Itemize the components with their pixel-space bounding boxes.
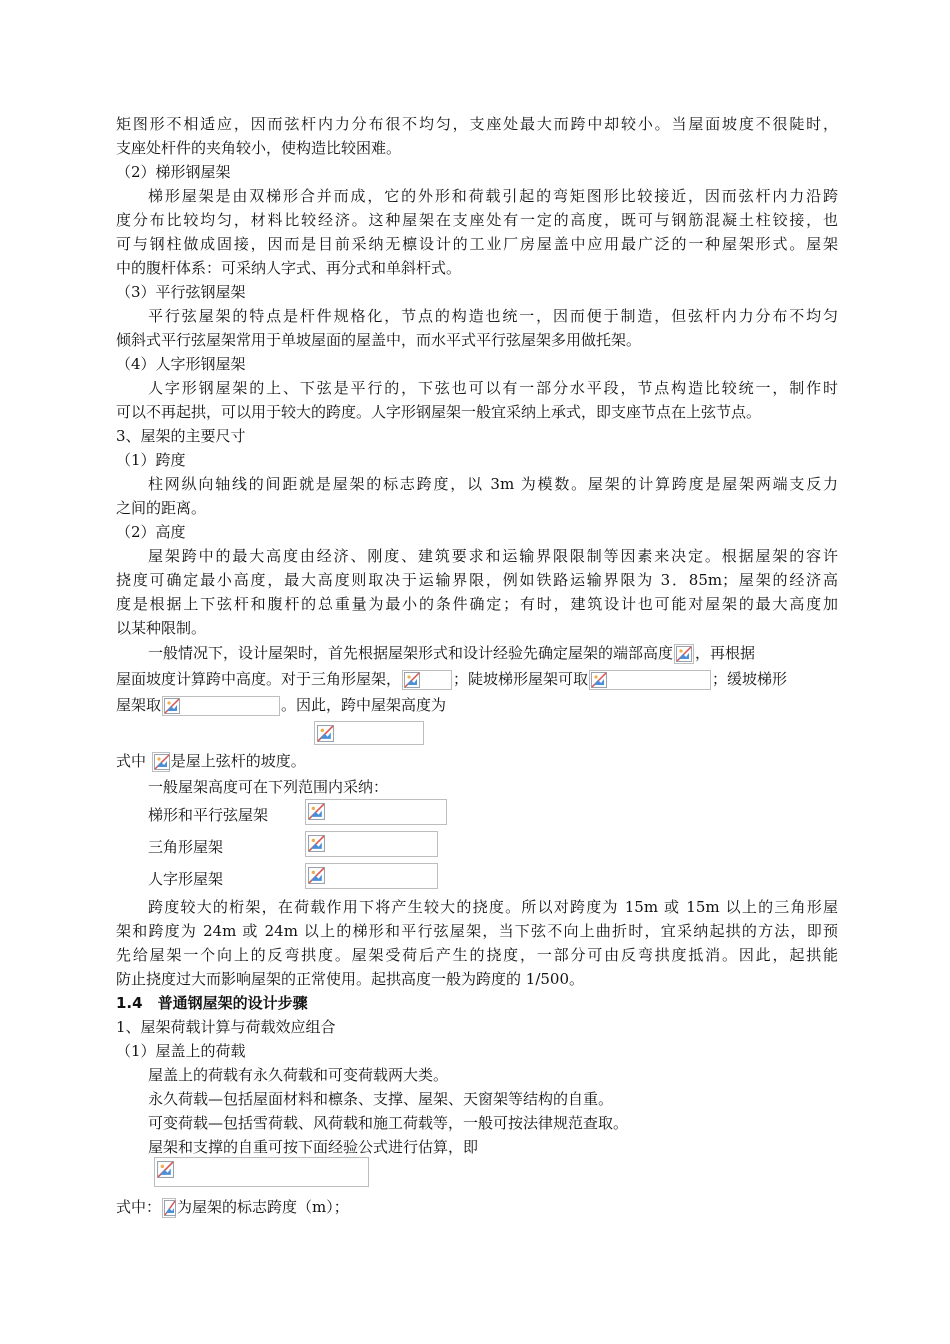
text-line: 防止挠度过大而影响屋架的正常使用。起拱高度一般为跨度的 1/500。: [116, 970, 584, 988]
text-line: 可与钢柱做成固接，因而是目前采纳无檩设计的工业厂房屋盖中应用最广泛的一种屋架形式。屋架: [116, 235, 838, 253]
broken-image-icon: [308, 803, 325, 820]
text-line: 屋架和支撑的自重可按下面经验公式进行估算，即: [148, 1138, 479, 1156]
text-line-with-formula: 屋面坡度计算跨中高度。对于三角形屋架， ；陡坡梯形屋架可取 ；缓坡梯形: [116, 670, 788, 688]
text-line: 人字形钢屋架的上、下弦是平行的，下弦也可以有一部分水平段，节点构造比较统一，制作时: [148, 379, 838, 397]
formula-image: [154, 1157, 369, 1187]
text-line: 中的腹杆体系：可采纳人字式、再分式和单斜杆式。: [116, 259, 462, 277]
subheading: （2）高度: [116, 523, 186, 541]
broken-image-icon: [308, 867, 325, 884]
broken-image-icon: [676, 646, 692, 662]
text-line: 先给屋架一个向上的反弯拱度。屋架受荷后产生的挠度，一部分可由反弯拱度抵消。因此，起拱能: [116, 946, 838, 964]
text-line: 度分布比较均匀，材料比较经济。这种屋架在支座处有一定的高度，既可与钢筋混凝土柱铰接，也: [116, 211, 838, 229]
text-line-with-formula: 屋架取 。因此，跨中屋架高度为: [116, 696, 447, 714]
subheading: （3）平行弦钢屋架: [116, 283, 246, 301]
broken-image-icon: [317, 725, 334, 742]
subheading: （2）梯形钢屋架: [116, 163, 231, 181]
text-line: 以某种限制。: [116, 619, 207, 637]
broken-image-icon: [591, 672, 607, 688]
section-heading: 1、屋架荷载计算与荷载效应组合: [116, 1018, 336, 1036]
subheading: （1）跨度: [116, 451, 186, 469]
text-line: 可变荷载—包括雪荷载、风荷载和施工荷载等，一般可按法律规范查取。: [148, 1114, 629, 1132]
text-line: 度是根据上下弦杆和腹杆的总重量为最小的条件确定；有时，建筑设计也可能对屋架的最大高度加: [116, 595, 838, 613]
broken-image-icon: [164, 1200, 176, 1216]
text-line-with-formula: 式中： 为屋架的标志跨度（m）；: [116, 1198, 349, 1216]
formula-image: [305, 831, 438, 857]
text-line-with-formula: 式中 是屋上弦杆的坡度。: [116, 752, 306, 770]
section-heading: 1.4 普通钢屋架的设计步骤: [116, 994, 308, 1012]
range-label: 梯形和平行弦屋架: [148, 806, 269, 824]
text-line: 柱网纵向轴线的间距就是屋架的标志跨度，以 3m 为模数。屋架的计算跨度是屋架两端支反力: [148, 475, 838, 493]
broken-image-icon: [154, 754, 170, 770]
text-line: 平行弦屋架的特点是杆件规格化，节点的构造也统一，因而便于制造，但弦杆内力分布不均匀: [148, 307, 838, 325]
broken-image-icon: [164, 698, 180, 714]
text-line: 倾斜式平行弦屋架常用于单坡屋面的屋盖中，而水平式平行弦屋架多用做托架。: [116, 331, 642, 349]
range-label: 三角形屋架: [148, 838, 224, 856]
text-line: 屋架跨中的最大高度由经济、刚度、建筑要求和运输界限限制等因素来决定。根据屋架的容许: [148, 547, 838, 565]
text-line: 跨度较大的桁架，在荷载作用下将产生较大的挠度。所以对跨度为 15m 或 15m 以上的三角形屋: [148, 898, 838, 916]
text-line: 屋盖上的荷载有永久荷载和可变荷载两大类。: [148, 1066, 449, 1084]
text-line: 之间的距离。: [116, 499, 207, 517]
broken-image-icon: [404, 672, 420, 688]
text-line: 支座处杆件的夹角较小，使构造比较困难。: [116, 139, 402, 157]
text-line: 挠度可确定最小高度，最大高度则取决于运输界限，例如铁路运输界限为 3．85m；屋架的经济高: [116, 571, 838, 589]
text-line: 可以不再起拱，可以用于较大的跨度。人字形钢屋架一般宜采纳上承式，即支座节点在上弦节点。: [116, 403, 762, 421]
text-line: 梯形屋架是由双梯形合并而成，它的外形和荷载引起的弯矩图形比较接近，因而弦杆内力沿跨: [148, 187, 838, 205]
section-heading: 3、屋架的主要尺寸: [116, 427, 246, 445]
formula-image: [152, 752, 170, 772]
formula-image: [162, 696, 280, 716]
formula-image: [305, 799, 447, 825]
formula-image: [305, 863, 438, 889]
formula-image: [589, 670, 711, 690]
text-line-with-formula: 一般情况下，设计屋架时，首先根据屋架形式和设计经验先确定屋架的端部高度 ，再根据: [148, 644, 756, 662]
subheading: （4）人字形钢屋架: [116, 355, 246, 373]
subheading: （1）屋盖上的荷载: [116, 1042, 246, 1060]
text-line: 一般屋架高度可在下列范围内采纳：: [148, 778, 389, 796]
formula-image: [162, 1198, 176, 1218]
broken-image-icon: [308, 835, 325, 852]
formula-image: [402, 670, 452, 690]
formula-image: [314, 721, 424, 745]
text-line: 永久荷载—包括屋面材料和檩条、支撑、屋架、天窗架等结构的自重。: [148, 1090, 614, 1108]
broken-image-icon: [157, 1161, 174, 1178]
formula-image: [674, 644, 694, 664]
range-label: 人字形屋架: [148, 870, 224, 888]
text-line: 矩图形不相适应，因而弦杆内力分布很不均匀，支座处最大而跨中却较小。当屋面坡度不很陡时，: [116, 115, 838, 133]
text-line: 架和跨度为 24m 或 24m 以上的梯形和平行弦屋架，当下弦不向上曲折时，宜采纳起拱的方法，即预: [116, 922, 838, 940]
